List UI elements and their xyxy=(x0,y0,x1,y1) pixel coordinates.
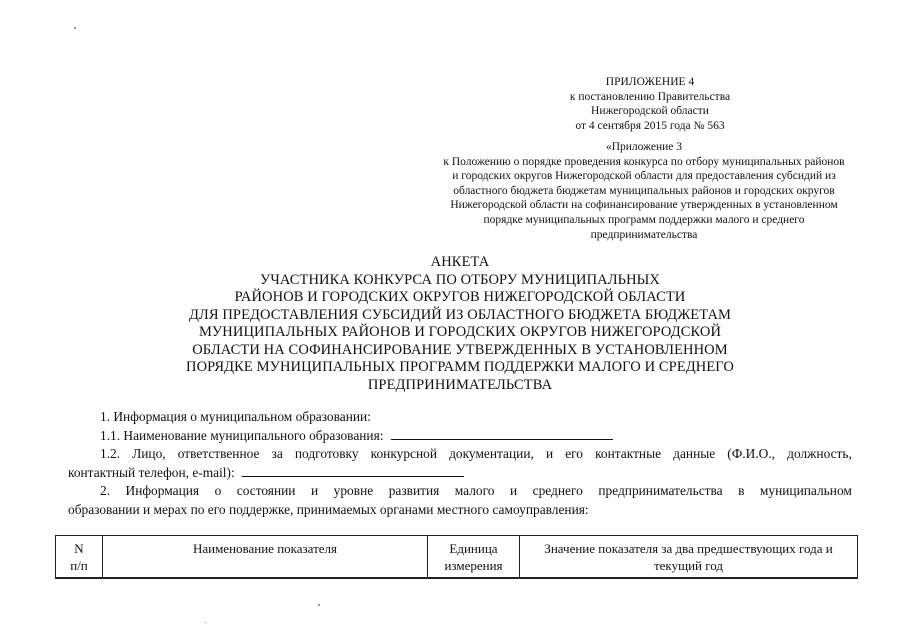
title-line: АНКЕТА xyxy=(430,254,490,270)
p2-word: уровне xyxy=(333,483,374,498)
appendix-line: Нижегородской области xyxy=(591,105,709,117)
scan-speck xyxy=(74,27,76,29)
header-number-line2: п/п xyxy=(70,558,88,573)
title-line: ПРЕДПРИНИМАТЕЛЬСТВА xyxy=(367,376,553,393)
p12-word: данные xyxy=(673,446,716,461)
title-line: РАЙОНОВ И ГОРОДСКИХ ОКРУГОВ НИЖЕГОРОДСКОЙ ОБЛАСТИ xyxy=(234,289,686,305)
header-unit-line2: измерения xyxy=(444,558,503,573)
header-number xyxy=(56,536,103,577)
municipality-name-blank xyxy=(391,427,613,440)
scan-speck xyxy=(205,622,206,623)
p12-word: 1.2. xyxy=(100,446,121,461)
p2-word: развития xyxy=(388,483,440,498)
p2-word: состоянии xyxy=(236,483,296,498)
appendix-3-line: предпринимательства xyxy=(590,228,698,241)
section-2-cont: образовании и мерах по его поддержке, принимаемых органами местного самоуправления: xyxy=(68,501,589,517)
appendix-4-block xyxy=(520,75,780,133)
p12-word: подготовку xyxy=(294,446,359,461)
scan-speck xyxy=(318,604,320,606)
p2-word: и xyxy=(509,483,518,498)
header-value-line1: Значение показателя за два предшествующих года и xyxy=(544,541,833,556)
header-number-line1: N xyxy=(74,541,84,556)
section-1-1-label: 1.1. Наименование муниципального образования: xyxy=(100,427,384,443)
header-unit-line1: Единица xyxy=(449,541,498,556)
header-indicator-name-text: Наименование показателя xyxy=(192,541,338,556)
p2-word: малого xyxy=(454,483,495,498)
section-1-heading: 1. Информация о муниципальном образовании: xyxy=(100,409,371,424)
p2-word: муниципальном xyxy=(759,483,852,498)
header-value-line2: текущий год xyxy=(653,558,723,573)
p2-word: и xyxy=(310,483,319,498)
p12-word: должность, xyxy=(787,446,852,461)
section-1-2-line xyxy=(68,445,852,464)
title-line: УЧАСТНИКА КОНКУРСА ПО ОТБОРУ МУНИЦИПАЛЬНЫХ xyxy=(260,271,660,288)
appendix-line: к постановлению Правительства xyxy=(569,90,731,103)
p12-word: его xyxy=(565,446,584,461)
p12-word: контактные xyxy=(595,446,662,461)
appendix-line: от 4 сентября 2015 года № 563 xyxy=(575,119,725,132)
indicators-table xyxy=(55,535,858,579)
p12-word: конкурсной xyxy=(370,446,438,461)
header-unit xyxy=(428,536,520,577)
appendix-3-line: «Приложение 3 xyxy=(605,141,683,153)
p2-word: предпринимательства xyxy=(598,483,723,498)
section-1-2-cont-label: контактный телефон, e-mail): xyxy=(68,464,235,480)
appendix-3-line: к Положению о порядке проведения конкурса по отбору муниципальных районов xyxy=(443,155,845,168)
p2-word: в xyxy=(738,483,745,498)
header-indicator-name xyxy=(103,536,428,577)
contact-data-blank xyxy=(242,464,464,477)
p2-word: Информация xyxy=(125,483,200,498)
header-value xyxy=(520,536,857,577)
p2-word: о xyxy=(214,483,222,498)
appendix-line: ПРИЛОЖЕНИЕ 4 xyxy=(605,76,695,88)
section-2-line xyxy=(68,482,852,501)
p12-word: за xyxy=(271,446,283,461)
appendix-3-line: порядке муниципальных программ поддержки малого и среднего xyxy=(483,213,805,226)
section-1-1 xyxy=(68,427,852,446)
section-1-2-cont xyxy=(68,464,852,483)
p12-word: документации, xyxy=(449,446,534,461)
p12-word: Лицо, xyxy=(132,446,166,461)
document-title xyxy=(140,254,780,394)
p2-word: среднего xyxy=(532,483,583,498)
title-line: МУНИЦИПАЛЬНЫХ РАЙОНОВ И ГОРОДСКИХ ОКРУГОВ НИЖЕГОРОДСКОЙ xyxy=(198,324,722,340)
p2-word: 2. xyxy=(100,483,111,498)
p12-word: (Ф.И.О., xyxy=(727,446,776,461)
p12-word: и xyxy=(545,446,554,461)
appendix-3-block xyxy=(428,140,860,242)
p12-word: ответственное xyxy=(177,446,260,461)
title-line: ДЛЯ ПРЕДОСТАВЛЕНИЯ СУБСИДИЙ ИЗ ОБЛАСТНОГО БЮДЖЕТА БЮДЖЕТАМ xyxy=(188,306,732,323)
document-body xyxy=(68,408,852,519)
appendix-3-line: областного бюджета бюджетам муниципальных районов и городских округов xyxy=(453,184,835,197)
appendix-3-line: и городских округов Нижегородской области для предоставления субсидий из xyxy=(452,170,836,183)
title-line: ОБЛАСТИ НА СОФИНАНСИРОВАНИЕ УТВЕРЖДЕННЫХ В УСТАНОВЛЕННОМ xyxy=(192,341,728,358)
title-line: ПОРЯДКЕ МУНИЦИПАЛЬНЫХ ПРОГРАММ ПОДДЕРЖКИ МАЛОГО И СРЕДНЕГО xyxy=(186,359,734,375)
appendix-3-line: Нижегородской области на софинансирование утвержденных в установленном xyxy=(450,199,838,212)
